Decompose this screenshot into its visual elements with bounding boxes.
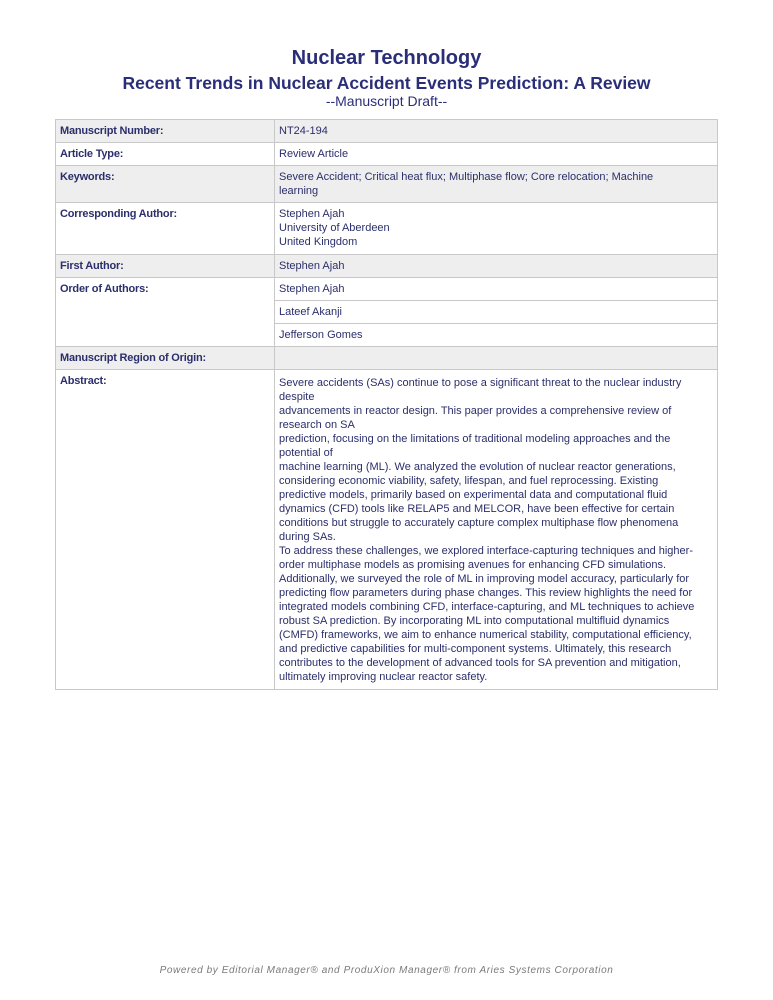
corresponding-author-name: Stephen Ajah xyxy=(279,208,345,220)
corresponding-author-institution: University of Aberdeen xyxy=(279,222,390,234)
abstract-line: research on SA xyxy=(279,419,355,431)
manuscript-details-table xyxy=(55,119,718,690)
row-first-author xyxy=(56,255,718,278)
manuscript-number-label: Manuscript Number: xyxy=(56,120,275,143)
article-type-value: Review Article xyxy=(275,143,718,166)
author-3: Jefferson Gomes xyxy=(275,324,718,347)
keywords-label: Keywords: xyxy=(56,166,275,203)
abstract-line: conditions but struggle to accurately capture complex multiphase flow phenomena xyxy=(279,517,679,529)
abstract-line: robust SA prediction. By incorporating ML into computational multifluid dynamics xyxy=(279,615,670,627)
keywords-value: Severe Accident; Critical heat flux; Multiphase flow; Core relocation; Machine learning xyxy=(275,166,718,203)
abstract-line: (CMFD) frameworks, we aim to enhance numerical stability, computational efficiency, xyxy=(279,629,692,641)
row-keywords xyxy=(56,166,718,203)
abstract-line: dynamics (CFD) tools like RELAP5 and MELCOR, have been effective for certain xyxy=(279,503,675,515)
corresponding-author-value xyxy=(275,203,718,255)
region-of-origin-value xyxy=(275,347,718,370)
abstract-line: order multiphase models as promising avenues for enhancing CFD simulations. xyxy=(279,559,667,571)
row-article-type xyxy=(56,143,718,166)
abstract-line: To address these challenges, we explored interface-capturing techniques and higher- xyxy=(279,545,693,557)
abstract-line: during SAs. xyxy=(279,531,336,543)
abstract-line: and predictive capabilities for multi-component systems. Ultimately, this research xyxy=(279,643,672,655)
first-author-label: First Author: xyxy=(56,255,275,278)
abstract-line: prediction, focusing on the limitations of traditional modeling approaches and the xyxy=(279,433,671,445)
row-region-of-origin xyxy=(56,347,718,370)
abstract-value xyxy=(275,370,718,690)
region-of-origin-label: Manuscript Region of Origin: xyxy=(56,347,275,370)
abstract-line: considering economic viability, safety, lifespan, and fuel reprocessing. Existing xyxy=(279,475,659,487)
first-author-value: Stephen Ajah xyxy=(275,255,718,278)
abstract-line: machine learning (ML). We analyzed the evolution of nuclear reactor generations, xyxy=(279,461,676,473)
article-type-label: Article Type: xyxy=(56,143,275,166)
abstract-line: advancements in reactor design. This paper provides a comprehensive review of xyxy=(279,405,672,417)
row-manuscript-number xyxy=(56,120,718,143)
corresponding-author-label: Corresponding Author: xyxy=(56,203,275,255)
abstract-line: ultimately improving nuclear reactor safety. xyxy=(279,671,488,683)
abstract-line: predicting flow parameters during phase changes. This review highlights the need for xyxy=(279,587,693,599)
corresponding-author-country: United Kingdom xyxy=(279,236,358,248)
author-1: Stephen Ajah xyxy=(275,278,718,301)
abstract-line: potential of xyxy=(279,447,333,459)
row-order-of-authors-1 xyxy=(56,278,718,301)
abstract-line: despite xyxy=(279,391,315,403)
row-corresponding-author xyxy=(56,203,718,255)
abstract-line: Severe accidents (SAs) continue to pose a significant threat to the nuclear industry xyxy=(279,377,682,389)
abstract-label: Abstract: xyxy=(56,370,275,690)
abstract-line: predictive models, primarily based on experimental data and computational fluid xyxy=(279,489,668,501)
abstract-line: contributes to the development of advanced tools for SA prevention and mitigation, xyxy=(279,657,681,669)
journal-title: Nuclear Technology xyxy=(291,47,482,69)
manuscript-number-value: NT24-194 xyxy=(275,120,718,143)
row-abstract xyxy=(56,370,718,690)
author-2: Lateef Akanji xyxy=(275,301,718,324)
manuscript-draft-label: --Manuscript Draft-- xyxy=(325,93,448,109)
abstract-text xyxy=(279,376,713,684)
footer-powered-by: Powered by Editorial Manager® and ProduXion Manager® from Aries Systems Corporation xyxy=(159,965,614,976)
order-of-authors-label: Order of Authors: xyxy=(56,278,275,347)
paper-title: Recent Trends in Nuclear Accident Events Prediction: A Review xyxy=(122,73,651,93)
abstract-line: Additionally, we surveyed the role of ML in improving model accuracy, particularly for xyxy=(279,573,690,585)
abstract-line: integrated models combining CFD, interface-capturing, and ML techniques to achieve xyxy=(279,601,695,613)
